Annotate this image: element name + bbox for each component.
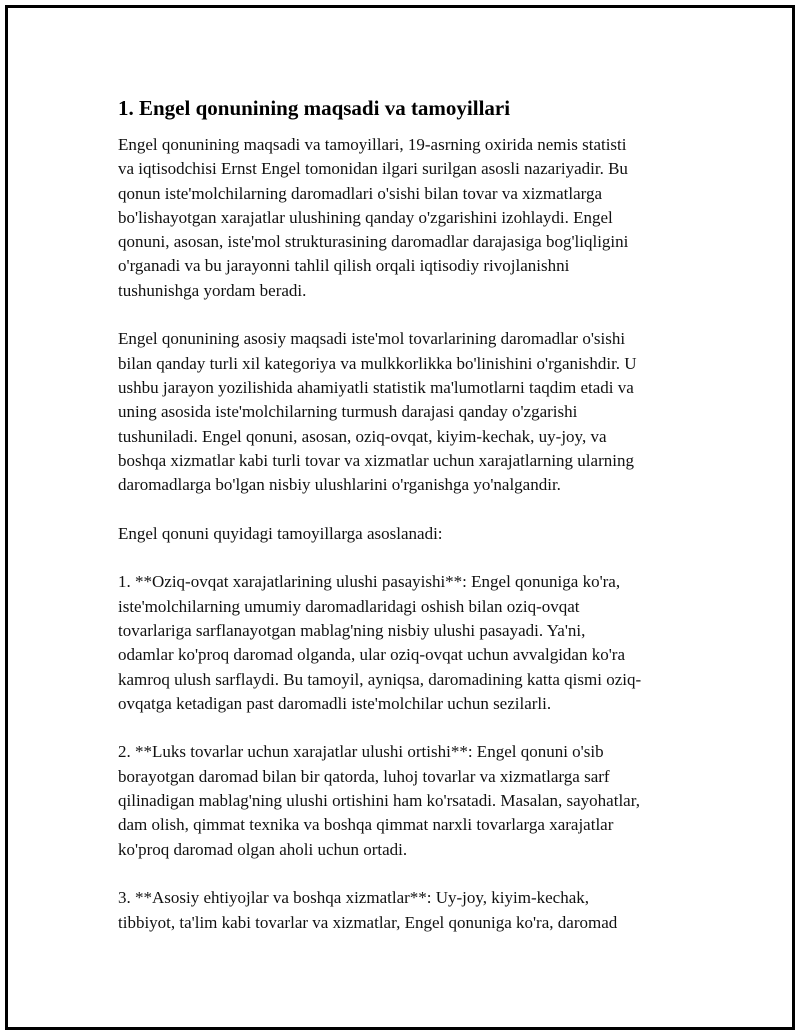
text-line: 1. **Oziq-ovqat xarajatlarining ulushi pasayishi**: Engel qonuniga ko'ra,	[118, 572, 621, 592]
paragraph-principles-intro	[118, 522, 698, 546]
document-body	[118, 94, 698, 959]
document-page	[5, 5, 795, 1030]
text-line: bo'lishayotgan xarajatlar ulushining qanday o'zgarishini izohlaydi. Engel	[118, 207, 613, 227]
text-line: dam olish, qimmat texnika va boshqa qimmat narxli tovarlarga xarajatlar	[118, 815, 614, 835]
text-line: tovarlariga sarflanayotgan mablag'ning nisbiy ulushi pasayadi. Ya'ni,	[118, 620, 586, 640]
text-line: Engel qonunining maqsadi va tamoyillari, 19-asrning oxirida nemis statisti	[118, 135, 627, 154]
text-line: tibbiyot, ta'lim kabi tovarlar va xizmatlar, Engel qonuniga ko'ra, daromad	[118, 912, 618, 932]
paragraph-intro	[118, 133, 698, 303]
text-line: Engel qonunining asosiy maqsadi iste'mol tovarlarining daromadlar o'sishi	[118, 329, 626, 349]
text-line: qonuni, asosan, iste'mol strukturasining daromadlar darajasiga bog'liqligini	[118, 232, 629, 252]
text-line: Engel qonuni quyidagi tamoyillarga asoslanadi:	[118, 523, 443, 543]
text-line: borayotgan daromad bilan bir qatorda, luhoj tovarlar va xizmatlarga sarf	[118, 766, 610, 786]
section-heading: 1. Engel qonunining maqsadi va tamoyillari	[118, 96, 511, 120]
text-line: ko'proq daromad olgan aholi uchun ortadi.	[118, 839, 408, 859]
text-line: qilinadigan mablag'ning ulushi ortishini ham ko'rsatadi. Masalan, sayohatlar,	[118, 791, 640, 811]
text-line: boshqa xizmatlar kabi turli tovar va xizmatlar uchun xarajatlarning ularning	[118, 450, 634, 470]
text-line: tushuniladi. Engel qonuni, asosan, oziq-ovqat, kiyim-kechak, uy-joy, va	[118, 426, 607, 446]
text-line: va iqtisodchisi Ernst Engel tomonidan ilgari surilgan asosli nazariyadir. Bu	[118, 159, 628, 179]
text-line: odamlar ko'proq daromad olganda, ular oziq-ovqat uchun avvalgidan ko'ra	[118, 645, 625, 665]
text-line: kamroq ulush sarflaydi. Bu tamoyil, ayniqsa, daromadining katta qismi oziq-	[118, 669, 642, 689]
paragraph-principle-3	[118, 886, 698, 935]
text-line: ushbu jarayon yozilishida ahamiyatli statistik ma'lumotlarni taqdim etadi va	[118, 377, 634, 397]
text-line: 3. **Asosiy ehtiyojlar va boshqa xizmatlar**: Uy-joy, kiyim-kechak,	[118, 888, 590, 908]
paragraph-principle-2	[118, 740, 698, 861]
text-line: tushunishga yordam beradi.	[118, 280, 307, 300]
text-line: uning asosida iste'molchilarning turmush darajasi qanday o'zgarishi	[118, 402, 578, 422]
paragraph-main-goal	[118, 327, 698, 497]
text-line: iste'molchilarning umumiy daromadlaridagi oshish bilan oziq-ovqat	[118, 596, 580, 616]
paragraph-principle-1	[118, 570, 698, 716]
text-line: 2. **Luks tovarlar uchun xarajatlar ulushi ortishi**: Engel qonuni o'sib	[118, 742, 604, 762]
text-line: o'rganadi va bu jarayonni tahlil qilish orqali iqtisodiy rivojlanishni	[118, 256, 570, 276]
text-line: qonun iste'molchilarning daromadlari o'sishi bilan tovar va xizmatlarga	[118, 183, 603, 203]
text-line: ovqatga ketadigan past daromadli iste'molchilar uchun sezilarli.	[118, 693, 552, 713]
text-line: bilan qanday turli xil kategoriya va mulkkorlikka bo'linishini o'rganishdir. U	[118, 353, 637, 373]
text-line: daromadlarga bo'lgan nisbiy ulushlarini o'rganishga yo'nalgandir.	[118, 475, 561, 495]
